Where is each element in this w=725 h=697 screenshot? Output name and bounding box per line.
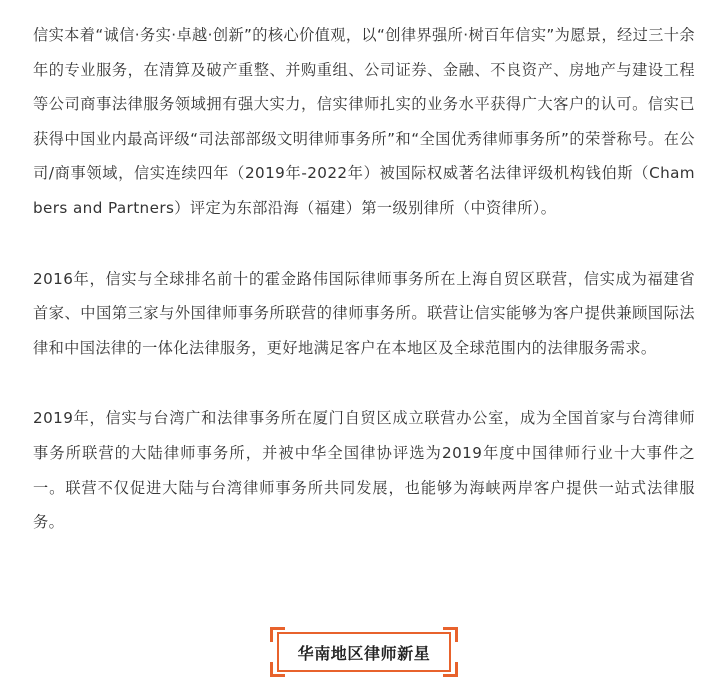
article-body bbox=[33, 18, 695, 540]
section-title-frame bbox=[270, 627, 458, 677]
intro-paragraph: 信实本着“诚信·务实·卓越·创新”的核心价值观，以“创律界强所·树百年信实”为愿景，经过三十余年的专业服务，在清算及破产重整、并购重组、公司证券、金融、不良资产、房地产与建设工程等公司商事法律服务领域拥有强大实力，信实律师扎实的业务水平获得广大客户的认可。信实已获得中国业内最高评级“司法部部级文明律师事务所”和“全国优秀律师事务所”的荣誉称号。在公司/商事领域，信实连续四年（2019年-2022年）被国际权威著名法律评级机构钱伯斯（Chambers and Partners）评定为东部沿海（福建）第一级别律所（中资律所）。 bbox=[33, 26, 695, 217]
section-title-box bbox=[277, 632, 451, 672]
section-title: 华南地区律师新星 bbox=[297, 643, 431, 663]
hogan-lovells-paragraph: 2016年，信实与全球排名前十的霍金路伟国际律师事务所在上海自贸区联营，信实成为福建省首家、中国第三家与外国律师事务所联营的律师事务所。联营让信实能够为客户提供兼顾国际法律和中国法律的一体化法律服务，更好地满足客户在本地区及全球范围内的法律服务需求。 bbox=[33, 269, 695, 357]
taiwan-alliance-paragraph: 2019年，信实与台湾广和法律事务所在厦门自贸区成立联营办公室，成为全国首家与台湾律师事务所联营的大陆律师事务所，并被中华全国律协评选为2019年度中国律师行业十大事件之一。联营不仅促进大陆与台湾律师事务所共同发展，也能够为海峡两岸客户提供一站式法律服务。 bbox=[33, 409, 695, 532]
